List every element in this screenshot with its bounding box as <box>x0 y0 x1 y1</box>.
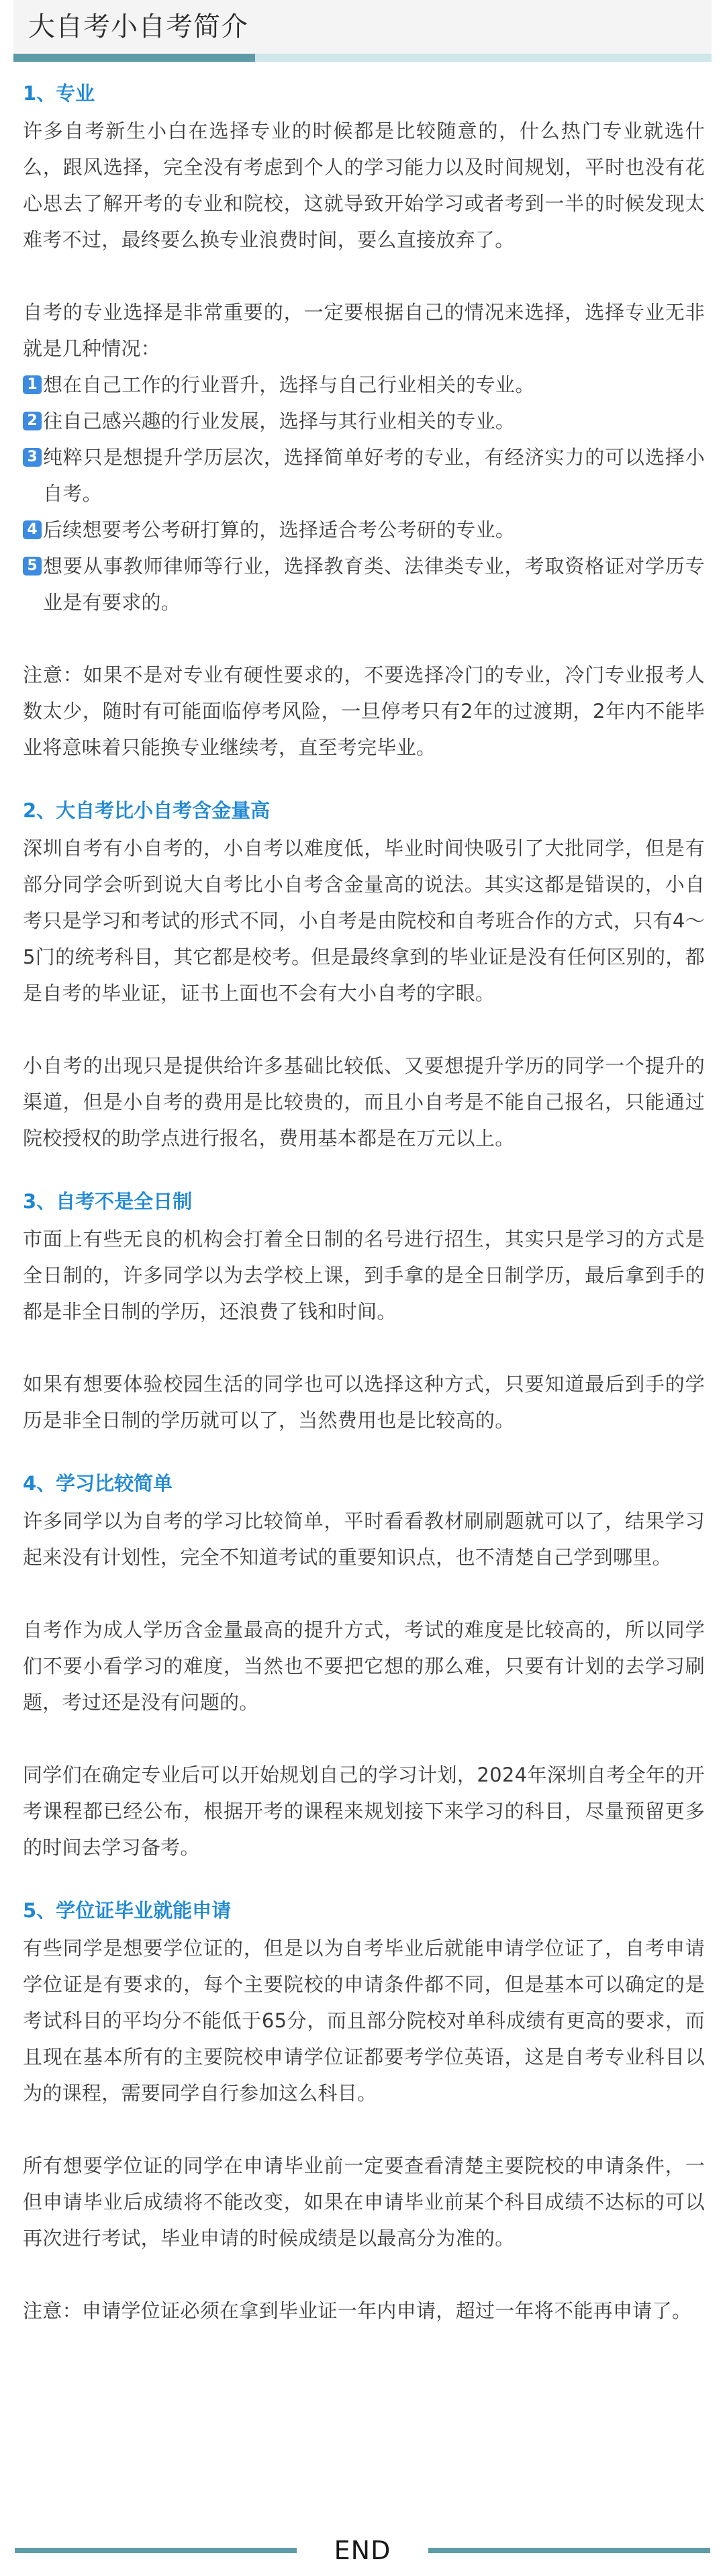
paragraph: 深圳自考有小自考的，小自考以难度低，毕业时间快吸引了大批同学，但是有部分同学会听到说大自考比小自考含金量高的说法。其实这都是错误的，小自考只是学习和考试的形式不同，小自考是由院校和自考班合作的方式，只有4～5门的统考科目，其它都是校考。但是最终拿到的毕业证是没有任何区别的，都是自考的毕业证，证书上面也不会有大小自考的字眼。 <box>23 837 705 1005</box>
article-body <box>23 75 705 2329</box>
paragraph: 如果有想要体验校园生活的同学也可以选择这种方式，只要知道最后到手的学历是非全日制的学历就可以了，当然费用也是比较高的。 <box>23 1373 705 1432</box>
title-banner <box>13 0 712 62</box>
note-paragraph: 注意：如果不是对专业有硬性要求的，不要选择冷门的专业，冷门专业报考人数太少，随时有可能面临停考风险，一旦停考只有2年的过渡期，2年内不能毕业将意味着只能换专业继续考，直至考完毕业。 <box>23 663 705 759</box>
paragraph: 同学们在确定专业后可以开始规划自己的学习计划，2024年深圳自考全年的开考课程都已经公布，根据开考的课程来规划接下来学习的科目，尽量预留更多的时间去学习备考。 <box>23 1763 705 1859</box>
number-2-icon: 2 <box>23 412 42 430</box>
list-item-text: 后续想要考公考研打算的，选择适合考公考研的专业。 <box>43 518 516 541</box>
number-1-icon: 1 <box>23 375 42 394</box>
number-5-icon: 5 <box>23 557 42 576</box>
list-item-text: 想在自己工作的行业晋升，选择与自己行业相关的专业。 <box>43 373 535 396</box>
list-item <box>23 403 705 439</box>
section-heading-major: 1、专业 <box>23 82 95 105</box>
list-item-text: 想要从事教师律师等行业，选择教育类、法律类专业，考取资格证对学历专业是有要求的。 <box>43 555 705 614</box>
section-heading-value: 2、大自考比小自考含金量高 <box>23 799 271 822</box>
list-item <box>23 548 705 620</box>
section-heading-fulltime: 3、自考不是全日制 <box>23 1190 193 1213</box>
list-item <box>23 439 705 512</box>
section-heading-degree: 5、学位证毕业就能申请 <box>23 1899 232 1922</box>
paragraph: 自考的专业选择是非常重要的，一定要根据自己的情况来选择，选择专业无非就是几种情况： <box>23 301 705 360</box>
end-divider <box>15 2532 710 2569</box>
divider-line-right <box>428 2548 710 2553</box>
divider-line-left <box>15 2548 297 2553</box>
paragraph: 许多自考新生小白在选择专业的时候都是比较随意的，什么热门专业就选什么，跟风选择，完全没有考虑到个人的学习能力以及时间规划，平时也没有花心思去了解开考的专业和院校，这就导致开始学习或者考到一半的时候发现太难考不过，最终要么换专业浪费时间，要么直接放弃了。 <box>23 120 705 251</box>
title-underline-accent <box>13 54 255 62</box>
paragraph: 许多同学以为自考的学习比较简单，平时看看教材刷刷题就可以了，结果学习起来没有计划性，完全不知道考试的重要知识点，也不清楚自己学到哪里。 <box>23 1510 705 1569</box>
list-item-text: 纯粹只是想提升学历层次，选择简单好考的专业，有经济实力的可以选择小自考。 <box>43 446 705 505</box>
number-3-icon: 3 <box>23 448 42 467</box>
paragraph: 自考作为成人学历含金量最高的提升方式，考试的难度是比较高的，所以同学们不要小看学习的难度，当然也不要把它想的那么难，只要有计划的去学习刷题，考过还是没有问题的。 <box>23 1618 705 1714</box>
note-paragraph: 注意：申请学位证必须在拿到毕业证一年内申请，超过一年将不能再申请了。 <box>23 2299 692 2322</box>
list-item <box>23 512 705 548</box>
page-title: 大自考小自考简介 <box>28 11 248 42</box>
paragraph: 有些同学是想要学位证的，但是以为自考毕业后就能申请学位证了，自考申请学位证是有要求的，每个主要院校的申请条件都不同，但是基本可以确定的是考试科目的平均分不能低于65分，而且部分院校对单科成绩有更高的要求，而且现在基本所有的主要院校申请学位证都要考学位英语，这是自考专业科目以为的课程，需要同学自行参加这么科目。 <box>23 1937 705 2105</box>
paragraph: 所有想要学位证的同学在申请毕业前一定要查看清楚主要院校的申请条件，一但申请毕业后成绩将不能改变，如果在申请毕业前某个科目成绩不达标的可以再次进行考试，毕业申请的时候成绩是以最高分为准的。 <box>23 2154 705 2250</box>
number-4-icon: 4 <box>23 520 42 539</box>
section-heading-study: 4、学习比较简单 <box>23 1472 173 1495</box>
paragraph: 小自考的出现只是提供给许多基础比较低、又要想提升学历的同学一个提升的渠道，但是小自考的费用是比较贵的，而且小自考是不能自己报名，只能通过院校授权的助学点进行报名，费用基本都是在万元以上。 <box>23 1054 705 1150</box>
paragraph: 市面上有些无良的机构会打着全日制的名号进行招生，其实只是学习的方式是全日制的，许多同学以为去学校上课，到手拿的是全日制学历，最后拿到手的都是非全日制的学历，还浪费了钱和时间。 <box>23 1228 705 1323</box>
list-item-text: 往自己感兴趣的行业发展，选择与其行业相关的专业。 <box>43 410 516 432</box>
end-label: END <box>334 2536 391 2565</box>
list-item <box>23 367 705 403</box>
